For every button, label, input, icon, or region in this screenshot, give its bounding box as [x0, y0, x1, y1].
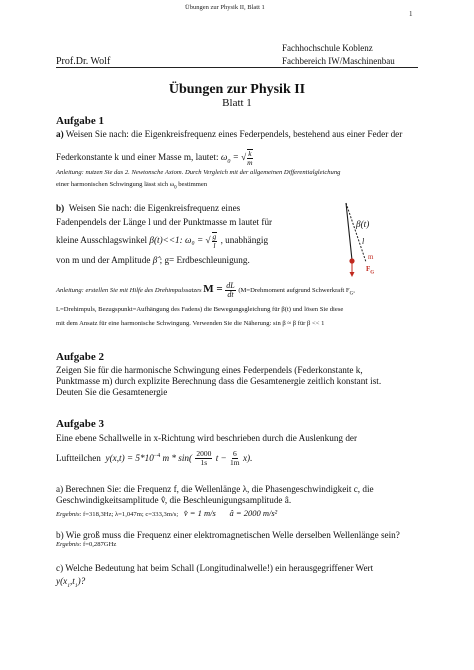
- page-subtitle: Blatt 1: [222, 97, 252, 109]
- page-number: 1: [409, 10, 413, 18]
- aufgabe3-c-line1: c) Welche Bedeutung hat beim Schall (Longitudinalwelle!) ein herausgegriffener Wert: [56, 563, 374, 573]
- aufgabe1-a-line2: Federkonstante k und einer Masse m, lautet: $\omega_0$ = √ $\frac{k}{m}$: [56, 149, 253, 167]
- aufgabe2-line1: Zeigen Sie für die harmonische Schwingung eines Federpendels (Federkonstante k,: [56, 365, 363, 375]
- aufgabe1-a-label: a): [56, 129, 64, 139]
- header-rule: [56, 67, 418, 68]
- aufgabe1-b-note3: mit dem Ansatz für eine harmonische Schwingung. Verwenden Sie die Näherung: sin β ≈ β für β << 1: [56, 320, 325, 327]
- aufgabe2-line3: Deuten Sie die Gesamtenergie: [56, 387, 168, 397]
- aufgabe1-b-line3: kleine Ausschlagswinkel β(t)<<1: ω₀ = √ $\frac{g}{l}$ , unabhängig: [56, 232, 269, 250]
- aufgabe2-heading: Aufgabe 2: [56, 351, 104, 363]
- aufgabe1-b-line4: von m und der Amplitude β̂ ; g= Erdbeschleunigung.: [56, 255, 250, 265]
- aufgabe2-line2: Punktmasse m) durch explizite Berechnung dass die Gesamtenergie zeitlich konstant ist.: [56, 376, 382, 386]
- aufgabe1-b-label: b): [56, 203, 65, 213]
- aufgabe3-a-line2: Geschwindigkeitsamplitude v̂, die Beschleunigungsamplitude â.: [56, 495, 292, 505]
- frac-2000-over-1s: $\frac{2000}{1s}$: [196, 449, 212, 468]
- pendulum-string: [346, 203, 352, 260]
- aufgabe1-b-note2: L=Drehimpuls, Bezugspunkt=Aufhängung des Fadens) die Bewegungsgleichung für β(t) und lösen Sie diese: [56, 306, 344, 313]
- aufgabe1-heading: Aufgabe 1: [56, 115, 104, 127]
- l-label: l: [362, 237, 365, 246]
- frac-6-over-1m: $\frac{6}{1m}$: [230, 449, 240, 468]
- aufgabe3-b-result: Ergebnis: f=0,287GHz: [56, 541, 117, 548]
- dL-over-dt: $\frac{dL}{dt}$: [226, 281, 235, 299]
- running-title: Übungen zur Physik II, Blatt 1: [185, 4, 265, 11]
- aufgabe3-line1: Eine ebene Schallwelle in x-Richtung wird beschrieben durch die Auslenkung der: [56, 433, 358, 443]
- pendulum-mass: [349, 258, 354, 263]
- aufgabe1-a-note2: einer harmonischen Schwingung lässt sich $\omega_0$ bestimmen: [56, 181, 208, 191]
- author: Prof.Dr. Wolf: [56, 56, 111, 67]
- m-label: m: [368, 253, 374, 261]
- aufgabe3-a-result: Ergebnis: f=318,3Hz; λ=1,047m; c=333,3m/s; v̂ = 1 m/s â = 2000 m/s²: [56, 508, 278, 518]
- aufgabe3-a-line1: a) Berechnen Sie: die Frequenz f, die Wellenlänge λ, die Phasengeschwindigkeit c, die: [56, 484, 374, 494]
- fg-label: $F_G$: [366, 265, 375, 276]
- aufgabe1-b-note1: Anleitung: erstellen Sie mit Hilfe des Drehimpulssatzes M = $\frac{dL}{dt}$ (M=Drehmoment aufgrund Schwerkraft $F_G$,: [56, 281, 355, 299]
- aufgabe3-heading: Aufgabe 3: [56, 418, 104, 430]
- aufgabe3-line2: Luftteilchen $y(x,t) = 5*10^{-4}$ m * sin( $\frac{2000}{1s}$ t − $\frac{6}{1m}$ x).: [56, 449, 253, 468]
- aufgabe3-c-line2: $y(x_1,t_1)$?: [56, 576, 86, 589]
- beta-label: β(t): [356, 219, 370, 229]
- g-over-l: $\frac{g}{l}$: [212, 232, 217, 250]
- page-title: Übungen zur Physik II: [168, 82, 306, 97]
- aufgabe1-a-note1: Anleitung: nutzen Sie das 2. Newtonsche Axiom. Durch Vergleich mit der allgemeinen Differentialgleichung: [56, 169, 341, 176]
- aufgabe1-b-line1: b) Weisen Sie nach: die Eigenkreisfrequenz eines: [56, 203, 241, 213]
- omega-formula: $\omega_0$ = √ $\frac{k}{m}$: [220, 149, 253, 167]
- institution: Fachhochschule Koblenz: [282, 43, 373, 53]
- gravity-arrowhead: [350, 272, 355, 277]
- aufgabe1-b-line2: Fadenpendels der Länge l und der Punktmasse m lautet für: [56, 217, 273, 227]
- aufgabe1-a-line1: a) Weisen Sie nach: die Eigenkreisfrequenz eines Federpendels, bestehend aus einer Feder der: [56, 129, 403, 139]
- k-over-m: $\frac{k}{m}$: [247, 149, 253, 167]
- department: Fachbereich IW/Maschinenbau: [282, 56, 395, 66]
- aufgabe3-b-line1: b) Wie groß muss die Frequenz einer elektromagnetischen Welle derselben Wellenlänge sein?: [56, 530, 400, 540]
